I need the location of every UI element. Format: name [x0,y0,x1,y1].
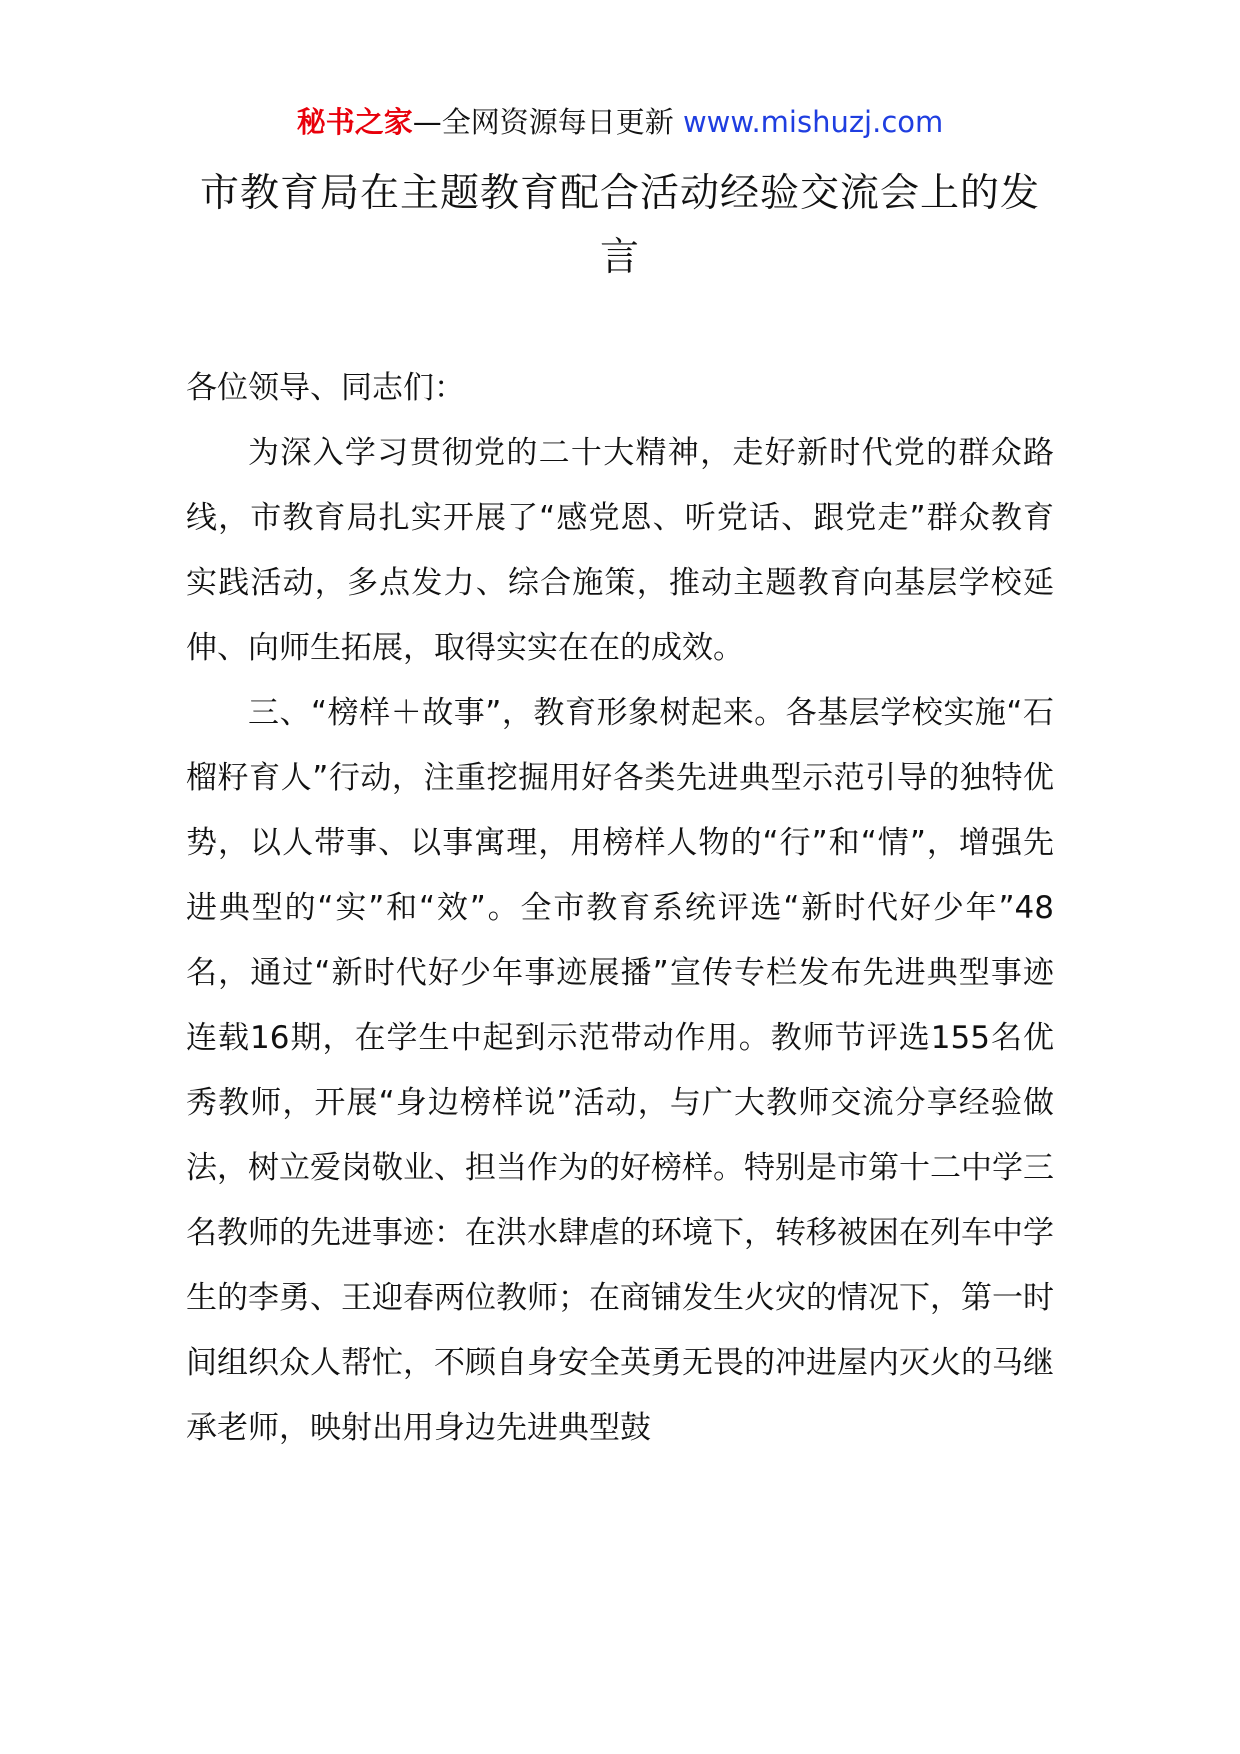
paragraph-section-three: 三、“榜样＋故事”，教育形象树起来。各基层学校实施“石榴籽育人”行动，注重挖掘用好各类先进典型示范引导的独特优势，以人带事、以事寓理，用榜样人物的“行”和“情”，增强先进典型的“实”和“效”。全市教育系统评选“新时代好少年”48名，通过“新时代好少年事迹展播”宣传专栏发布先进典型事迹连载16期，在学生中起到示范带动作用。教师节评选155名优秀教师，开展“身边榜样说”活动，与广大教师交流分享经验做法，树立爱岗敬业、担当作为的好榜样。特别是市第十二中学三名教师的先进事迹：在洪水肆虐的环境下，转移被困在列车中学生的李勇、王迎春两位教师；在商铺发生火灾的情况下，第一时间组织众人帮忙，不顾自身安全英勇无畏的冲进屋内灭火的马继承老师，映射出用身边先进典型鼓 [186,695,1054,1446]
salutation: 各位领导、同志们： [186,370,465,406]
site-tagline: —全网资源每日更新 [412,105,674,139]
document-body [186,356,1054,1461]
paragraph-intro: 为深入学习贯彻党的二十大精神，走好新时代党的群众路线，市教育局扎实开展了“感党恩、听党话、跟党走”群众教育实践活动，多点发力、综合施策，推动主题教育向基层学校延伸、向师生拓展，取得实实在在的成效。 [186,435,1054,666]
document-title: 市教育局在主题教育配合活动经验交流会上的发言 [199,171,1040,280]
site-banner [0,102,1240,142]
site-url-link[interactable]: www.mishuzj.com [682,105,944,139]
site-brand: 秘书之家 [296,105,413,139]
